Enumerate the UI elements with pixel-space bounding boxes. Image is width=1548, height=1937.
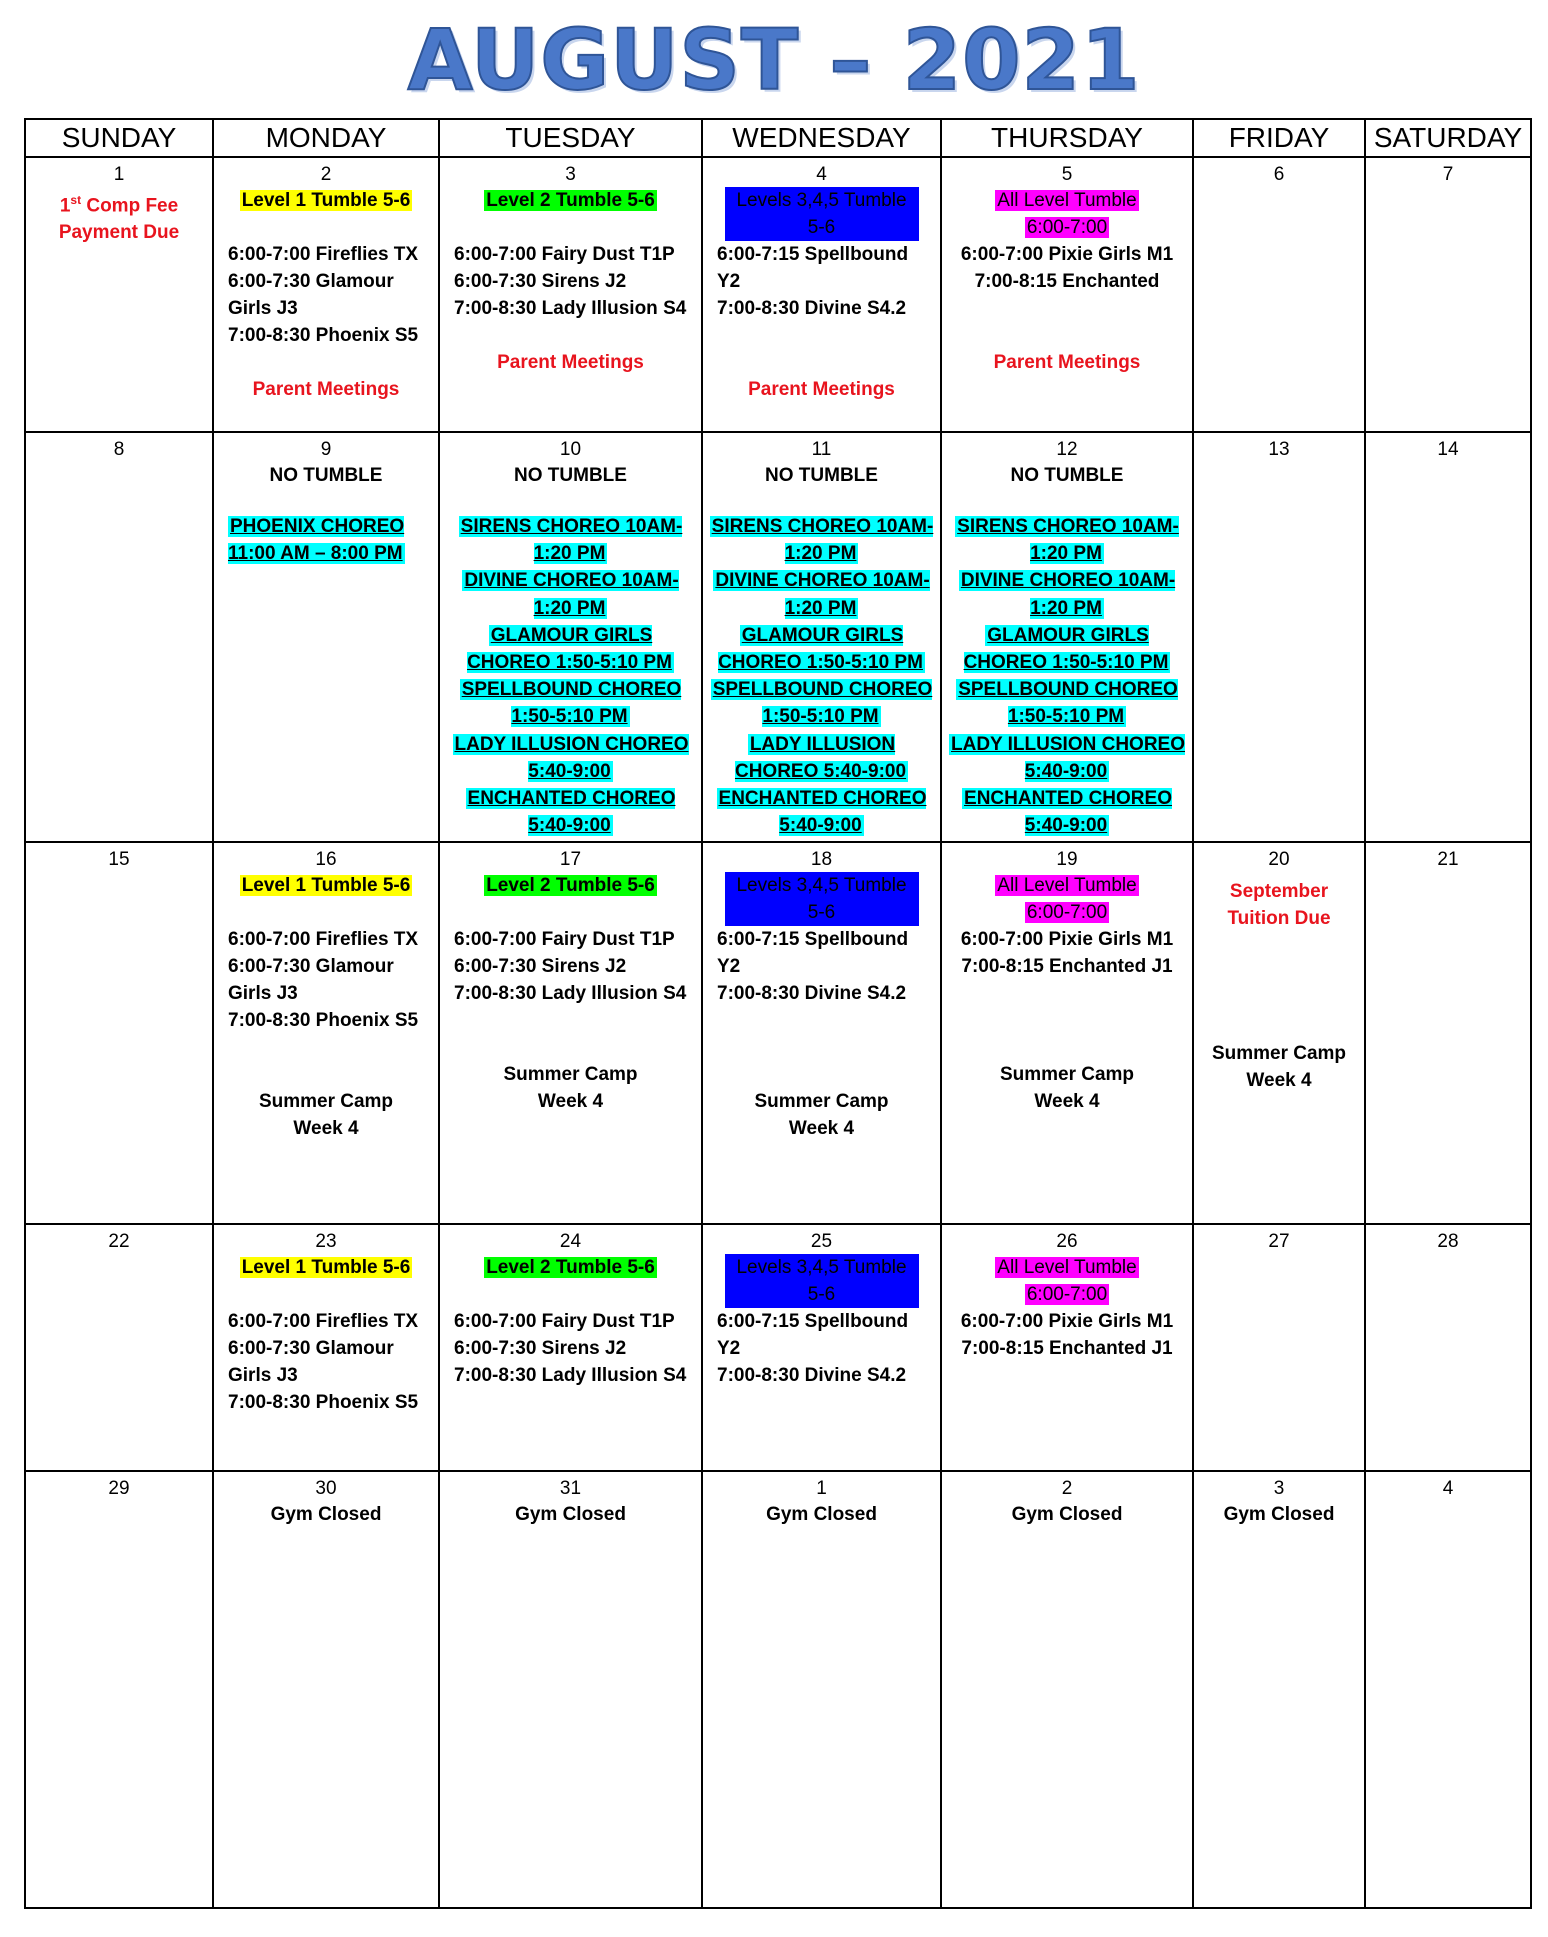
choreo-line: LADY ILLUSION CHOREO 5:40-9:00 xyxy=(951,733,1185,782)
weekday-header: WEDNESDAY xyxy=(702,119,941,157)
summer-camp-week: Week 4 xyxy=(537,1091,604,1112)
summer-camp-note: Summer Camp xyxy=(999,1064,1135,1085)
day-number: 12 xyxy=(1056,439,1078,460)
day-cell xyxy=(213,432,439,842)
class-line: 6:00-7:00 Fairy Dust T1P xyxy=(454,1311,675,1332)
day-number: 23 xyxy=(315,1231,337,1252)
choreo-line: SPELLBOUND CHOREO 1:50-5:10 PM xyxy=(958,679,1178,728)
day-cell xyxy=(1365,1471,1531,1908)
day-number: 21 xyxy=(1437,849,1459,870)
tumble-badge: Levels 3,4,5 Tumble 5-6 xyxy=(725,1254,919,1308)
day-number: 17 xyxy=(559,849,582,870)
class-line: 6:00-7:00 Fireflies TX xyxy=(228,929,419,950)
choreo-line: GLAMOUR GIRLS CHOREO 1:50-5:10 PM xyxy=(718,624,923,674)
day-number: 5 xyxy=(1061,164,1073,185)
weekday-header: FRIDAY xyxy=(1193,119,1365,157)
gym-closed-note: Gym Closed xyxy=(1011,1504,1123,1525)
class-line: 7:00-8:30 Divine S4.2 xyxy=(717,298,907,319)
day-cell xyxy=(1365,1224,1531,1471)
choreo-line: DIVINE CHOREO 10AM- 1:20 PM xyxy=(464,570,679,619)
calendar-title: AUGUST – 2021 xyxy=(407,11,1141,109)
day-number: 29 xyxy=(108,1478,130,1499)
class-line: 7:00-8:30 Divine S4.2 xyxy=(717,983,907,1004)
day-number: 3 xyxy=(1273,1478,1285,1499)
gym-closed-note: Gym Closed xyxy=(1223,1504,1335,1525)
class-line: 6:00-7:15 Spellbound Y2 xyxy=(717,929,909,977)
choreo-line: GLAMOUR GIRLS CHOREO 1:50-5:10 PM xyxy=(963,624,1169,674)
tumble-badge: All Level Tumble xyxy=(997,190,1137,211)
day-number: 25 xyxy=(810,1231,833,1252)
day-cell xyxy=(941,1471,1193,1908)
gym-closed-note: Gym Closed xyxy=(270,1504,382,1525)
day-number: 6 xyxy=(1273,164,1285,185)
tumble-badge: Level 1 Tumble 5-6 xyxy=(241,1257,411,1278)
tumble-badge: Level 2 Tumble 5-6 xyxy=(486,875,655,896)
tumble-badge: All Level Tumble xyxy=(997,1257,1137,1278)
tumble-badge: Levels 3,4,5 Tumble 5-6 xyxy=(725,872,919,926)
choreo-line: SPELLBOUND CHOREO 1:50-5:10 PM xyxy=(461,679,682,728)
day-cell xyxy=(1193,157,1365,432)
day-number: 27 xyxy=(1268,1231,1290,1252)
tumble-time: 6:00-7:00 xyxy=(1026,902,1108,923)
day-number: 9 xyxy=(320,439,332,460)
comp-fee-notice-line2: Payment Due xyxy=(58,222,180,244)
day-number: 30 xyxy=(315,1478,337,1499)
day-cell xyxy=(702,432,941,842)
choreo-line: ENCHANTED CHOREO 5:40-9:00 xyxy=(467,788,676,837)
summer-camp-note: Summer Camp xyxy=(1211,1043,1347,1064)
week-row xyxy=(25,157,1531,432)
day-cell xyxy=(702,157,941,432)
week-row xyxy=(25,432,1531,842)
class-line: 7:00-8:30 Lady Illusion S4 xyxy=(454,983,687,1004)
day-number: 4 xyxy=(1442,1478,1454,1499)
class-line: 6:00-7:30 Glamour Girls J3 xyxy=(228,271,394,319)
tumble-badge: Level 2 Tumble 5-6 xyxy=(486,1257,655,1278)
day-cell xyxy=(25,432,213,842)
choreo-line: PHOENIX CHOREO 11:00 AM – 8:00 PM xyxy=(228,516,405,565)
summer-camp-week: Week 4 xyxy=(788,1118,855,1139)
no-tumble-label: NO TUMBLE xyxy=(269,465,383,486)
day-number: 19 xyxy=(1056,849,1078,870)
day-cell xyxy=(439,432,702,842)
day-cell xyxy=(1193,842,1365,1224)
choreo-line: DIVINE CHOREO 10AM- 1:20 PM xyxy=(960,570,1176,619)
weekday-header: SUNDAY xyxy=(25,119,213,157)
day-number: 8 xyxy=(113,439,125,460)
tumble-badge: Level 1 Tumble 5-6 xyxy=(241,875,411,896)
class-line: 7:00-8:30 Divine S4.2 xyxy=(717,1365,907,1386)
tumble-time: 6:00-7:00 xyxy=(1026,1284,1108,1305)
day-number: 15 xyxy=(108,849,130,870)
class-line: 6:00-7:00 Pixie Girls M1 xyxy=(960,1311,1174,1332)
day-cell xyxy=(1193,1471,1365,1908)
day-cell xyxy=(213,1224,439,1471)
choreo-line: DIVINE CHOREO 10AM- 1:20 PM xyxy=(715,570,930,619)
parent-meetings-note: Parent Meetings xyxy=(497,352,644,373)
day-cell xyxy=(439,1224,702,1471)
day-number: 14 xyxy=(1437,439,1459,460)
day-cell xyxy=(213,842,439,1224)
summer-camp-week: Week 4 xyxy=(293,1118,359,1139)
weekday-header: THURSDAY xyxy=(941,119,1193,157)
class-line: 6:00-7:00 Pixie Girls M1 xyxy=(960,929,1174,950)
class-line: 6:00-7:00 Fairy Dust T1P xyxy=(454,929,675,950)
day-cell xyxy=(439,157,702,432)
class-line: 6:00-7:00 Pixie Girls M1 xyxy=(960,244,1174,265)
parent-meetings-note: Parent Meetings xyxy=(252,379,400,400)
day-number: 26 xyxy=(1056,1231,1078,1252)
class-line: 7:00-8:15 Enchanted xyxy=(974,271,1160,292)
class-line: 7:00-8:30 Lady Illusion S4 xyxy=(454,1365,687,1386)
class-line: 6:00-7:00 Fairy Dust T1P xyxy=(454,244,675,265)
class-line: 6:00-7:15 Spellbound Y2 xyxy=(717,1311,909,1359)
tuition-notice-line2: Tuition Due xyxy=(1227,908,1331,929)
tumble-badge: Levels 3,4,5 Tumble 5-6 xyxy=(725,187,919,241)
class-line: 7:00-8:30 Phoenix S5 xyxy=(228,325,419,346)
class-line: 6:00-7:15 Spellbound Y2 xyxy=(717,244,909,292)
day-number: 18 xyxy=(810,849,833,870)
tumble-badge: Level 2 Tumble 5-6 xyxy=(486,190,655,211)
day-number: 3 xyxy=(565,164,576,185)
choreo-line: SIRENS CHOREO 10AM- 1:20 PM xyxy=(711,516,934,565)
day-number: 10 xyxy=(559,439,582,460)
no-tumble-label: NO TUMBLE xyxy=(514,465,627,486)
day-cell xyxy=(213,157,439,432)
choreo-line: SIRENS CHOREO 10AM- 1:20 PM xyxy=(957,516,1179,565)
weekday-header-row xyxy=(25,119,1531,157)
choreo-line: LADY ILLUSION CHOREO 5:40-9:00 xyxy=(454,733,689,782)
choreo-line: LADY ILLUSION CHOREO 5:40-9:00 xyxy=(734,733,907,782)
summer-camp-week: Week 4 xyxy=(1034,1091,1100,1112)
day-number: 1 xyxy=(113,164,125,185)
class-line: 7:00-8:15 Enchanted J1 xyxy=(961,1338,1173,1359)
choreo-line: ENCHANTED CHOREO 5:40-9:00 xyxy=(964,788,1172,837)
day-cell xyxy=(1365,842,1531,1224)
class-line: 7:00-8:30 Phoenix S5 xyxy=(228,1010,419,1031)
day-number: 2 xyxy=(320,164,332,185)
week-row xyxy=(25,842,1531,1224)
day-number: 31 xyxy=(559,1478,582,1499)
choreo-line: GLAMOUR GIRLS CHOREO 1:50-5:10 PM xyxy=(467,624,672,674)
day-number: 11 xyxy=(811,439,832,460)
day-cell xyxy=(25,842,213,1224)
summer-camp-note: Summer Camp xyxy=(754,1091,889,1112)
no-tumble-label: NO TUMBLE xyxy=(765,465,878,486)
calendar-grid xyxy=(24,118,1532,1909)
day-number: 24 xyxy=(559,1231,582,1252)
class-line: 6:00-7:00 Fireflies TX xyxy=(228,1311,419,1332)
weekday-header: SATURDAY xyxy=(1365,119,1531,157)
class-line: 6:00-7:30 Glamour Girls J3 xyxy=(228,1338,394,1386)
day-number: 22 xyxy=(108,1231,130,1252)
class-line: 6:00-7:30 Sirens J2 xyxy=(454,956,627,977)
day-cell xyxy=(1193,432,1365,842)
day-number: 28 xyxy=(1437,1231,1459,1252)
day-cell xyxy=(702,1471,941,1908)
day-cell xyxy=(439,1471,702,1908)
class-line: 7:00-8:15 Enchanted J1 xyxy=(961,956,1173,977)
tumble-time: 6:00-7:00 xyxy=(1026,217,1108,238)
day-number: 4 xyxy=(816,164,827,185)
class-line: 6:00-7:00 Fireflies TX xyxy=(228,244,419,265)
day-number: 13 xyxy=(1268,439,1290,460)
comp-fee-notice: 1st Comp Fee xyxy=(59,193,179,217)
choreo-line: SIRENS CHOREO 10AM- 1:20 PM xyxy=(460,516,683,565)
tumble-badge: Level 1 Tumble 5-6 xyxy=(241,190,411,211)
class-line: 7:00-8:30 Lady Illusion S4 xyxy=(454,298,687,319)
class-line: 6:00-7:30 Sirens J2 xyxy=(454,271,627,292)
day-cell xyxy=(702,842,941,1224)
day-number: 7 xyxy=(1442,164,1454,185)
week-row xyxy=(25,1224,1531,1471)
day-number: 2 xyxy=(1061,1478,1073,1499)
class-line: 6:00-7:30 Glamour Girls J3 xyxy=(228,956,394,1004)
day-cell xyxy=(213,1471,439,1908)
summer-camp-note: Summer Camp xyxy=(503,1064,638,1085)
summer-camp-note: Summer Camp xyxy=(258,1091,394,1112)
choreo-line: SPELLBOUND CHOREO 1:50-5:10 PM xyxy=(712,679,933,728)
no-tumble-label: NO TUMBLE xyxy=(1010,465,1124,486)
week-row xyxy=(25,1471,1531,1908)
day-cell xyxy=(25,1471,213,1908)
day-cell xyxy=(941,1224,1193,1471)
choreo-line: ENCHANTED CHOREO 5:40-9:00 xyxy=(718,788,927,837)
day-number: 16 xyxy=(315,849,337,870)
weekday-header: TUESDAY xyxy=(439,119,702,157)
day-cell xyxy=(25,1224,213,1471)
class-line: 6:00-7:30 Sirens J2 xyxy=(454,1338,627,1359)
day-cell xyxy=(439,842,702,1224)
parent-meetings-note: Parent Meetings xyxy=(993,352,1141,373)
day-cell xyxy=(1365,432,1531,842)
day-number: 1 xyxy=(816,1478,827,1499)
day-cell xyxy=(941,842,1193,1224)
day-cell xyxy=(1193,1224,1365,1471)
day-number: 20 xyxy=(1268,849,1290,870)
weekday-header: MONDAY xyxy=(213,119,439,157)
tumble-badge: All Level Tumble xyxy=(997,875,1137,896)
day-cell xyxy=(941,157,1193,432)
day-cell xyxy=(1365,157,1531,432)
class-line: 7:00-8:30 Phoenix S5 xyxy=(228,1392,419,1413)
parent-meetings-note: Parent Meetings xyxy=(748,379,895,400)
gym-closed-note: Gym Closed xyxy=(515,1504,626,1525)
gym-closed-note: Gym Closed xyxy=(766,1504,877,1525)
day-cell xyxy=(25,157,213,432)
day-cell xyxy=(702,1224,941,1471)
tuition-notice: September xyxy=(1229,881,1329,902)
day-cell xyxy=(941,432,1193,842)
summer-camp-week: Week 4 xyxy=(1246,1070,1312,1091)
